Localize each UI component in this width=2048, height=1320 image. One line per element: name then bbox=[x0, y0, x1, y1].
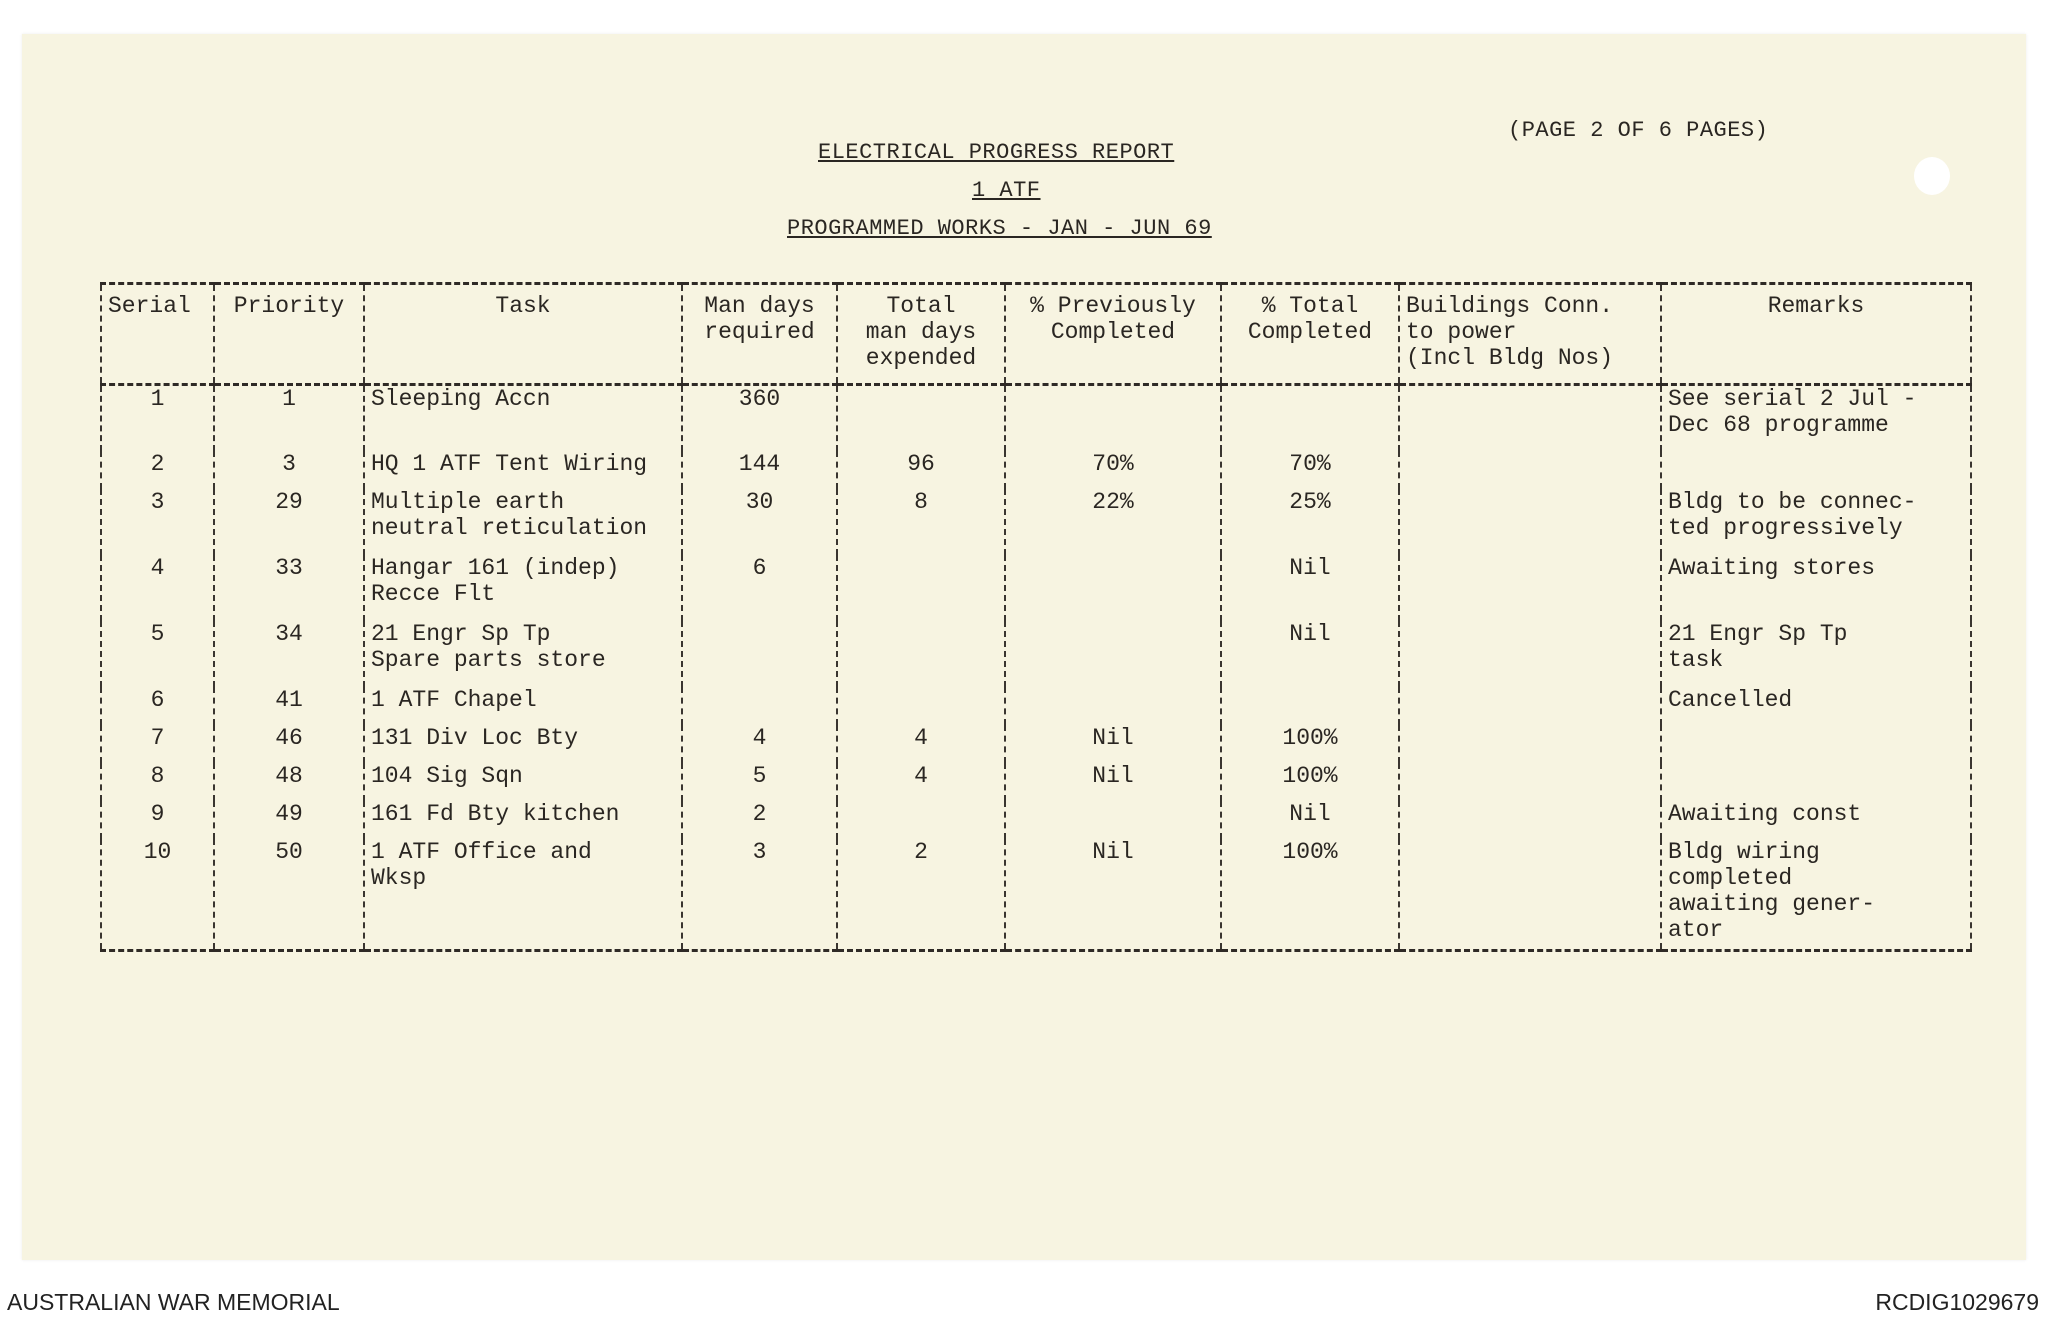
cell-man-days: 360 bbox=[682, 385, 837, 451]
cell-expended: 4 bbox=[837, 725, 1005, 763]
cell-buildings bbox=[1399, 451, 1661, 489]
cell-remarks bbox=[1661, 451, 1971, 489]
column-header-man-days: Man days required bbox=[682, 284, 837, 385]
cell-remarks-line: Awaiting const bbox=[1668, 800, 1862, 827]
cell-serial: 5 bbox=[101, 621, 214, 687]
cell-remarks-line: task bbox=[1668, 646, 1724, 673]
cell-previously-completed bbox=[1005, 801, 1221, 839]
cell-total-completed: Nil bbox=[1221, 555, 1399, 621]
cell-priority: 46 bbox=[214, 725, 364, 763]
cell-priority: 3 bbox=[214, 451, 364, 489]
cell-task-line: 161 Fd Bty kitchen bbox=[371, 800, 620, 827]
cell-buildings bbox=[1399, 489, 1661, 555]
cell-remarks-line: Bldg wiring bbox=[1668, 838, 1820, 865]
cell-previously-completed: Nil bbox=[1005, 839, 1221, 951]
cell-total-completed: 100% bbox=[1221, 725, 1399, 763]
cell-expended bbox=[837, 687, 1005, 725]
cell-previously-completed: Nil bbox=[1005, 763, 1221, 801]
table-row bbox=[101, 763, 1971, 801]
cell-serial: 10 bbox=[101, 839, 214, 951]
cell-man-days bbox=[682, 687, 837, 725]
cell-buildings bbox=[1399, 687, 1661, 725]
cell-remarks bbox=[1661, 763, 1971, 801]
cell-previously-completed bbox=[1005, 621, 1221, 687]
cell-total-completed: 100% bbox=[1221, 763, 1399, 801]
cell-expended bbox=[837, 555, 1005, 621]
cell-remarks bbox=[1661, 839, 1971, 951]
footer-institution: AUSTRALIAN WAR MEMORIAL bbox=[7, 1289, 340, 1315]
cell-previously-completed bbox=[1005, 687, 1221, 725]
cell-remarks-line: Awaiting stores bbox=[1668, 554, 1876, 581]
cell-man-days: 30 bbox=[682, 489, 837, 555]
table-row bbox=[101, 489, 1971, 555]
cell-expended: 4 bbox=[837, 763, 1005, 801]
column-header-total-completed: % Total Completed bbox=[1221, 284, 1399, 385]
punch-hole bbox=[1914, 157, 1950, 195]
cell-remarks-line: Dec 68 programme bbox=[1668, 412, 1889, 438]
cell-task-line: Multiple earth bbox=[371, 488, 565, 515]
cell-total-completed bbox=[1221, 385, 1399, 451]
cell-task bbox=[364, 489, 682, 555]
cell-previously-completed: 70% bbox=[1005, 451, 1221, 489]
column-header-task: Task bbox=[364, 284, 682, 385]
cell-expended: 2 bbox=[837, 839, 1005, 951]
cell-serial: 2 bbox=[101, 451, 214, 489]
table-row bbox=[101, 725, 1971, 763]
report-period: PROGRAMMED WORKS - JAN - JUN 69 bbox=[787, 216, 1212, 241]
cell-task-line: HQ 1 ATF Tent Wiring bbox=[371, 450, 648, 477]
column-header-buildings: Buildings Conn. to power (Incl Bldg Nos) bbox=[1399, 284, 1661, 385]
cell-buildings bbox=[1399, 555, 1661, 621]
cell-man-days: 5 bbox=[682, 763, 837, 801]
cell-task bbox=[364, 621, 682, 687]
cell-task-line: 1 ATF Office and bbox=[371, 838, 592, 865]
table-row bbox=[101, 839, 1971, 951]
cell-remarks bbox=[1661, 621, 1971, 687]
progress-table bbox=[100, 282, 1972, 952]
cell-expended: 8 bbox=[837, 489, 1005, 555]
table-header-row bbox=[101, 284, 1971, 385]
table-row bbox=[101, 555, 1971, 621]
cell-expended bbox=[837, 801, 1005, 839]
cell-remarks-line: See serial 2 Jul - bbox=[1668, 386, 1917, 412]
cell-total-completed bbox=[1221, 687, 1399, 725]
table-row bbox=[101, 385, 1971, 451]
cell-task-line: 104 Sig Sqn bbox=[371, 762, 523, 789]
cell-serial: 3 bbox=[101, 489, 214, 555]
cell-task-line: 21 Engr Sp Tp bbox=[371, 620, 551, 647]
cell-expended: 96 bbox=[837, 451, 1005, 489]
cell-task bbox=[364, 451, 682, 489]
cell-remarks-line: Cancelled bbox=[1668, 686, 1793, 713]
page-indicator: (PAGE 2 OF 6 PAGES) bbox=[1508, 118, 1769, 143]
cell-priority: 41 bbox=[214, 687, 364, 725]
cell-man-days bbox=[682, 621, 837, 687]
cell-total-completed: Nil bbox=[1221, 801, 1399, 839]
cell-priority: 49 bbox=[214, 801, 364, 839]
cell-task-line: Wksp bbox=[371, 864, 427, 891]
footer-identifier: RCDIG1029679 bbox=[1875, 1289, 2039, 1315]
cell-remarks bbox=[1661, 555, 1971, 621]
report-title: ELECTRICAL PROGRESS REPORT bbox=[818, 140, 1175, 165]
cell-task-line: Sleeping Accn bbox=[371, 386, 551, 412]
cell-task-line: Hangar 161 (indep) bbox=[371, 554, 620, 581]
column-header-priority: Priority bbox=[214, 284, 364, 385]
cell-remarks bbox=[1661, 801, 1971, 839]
cell-priority: 33 bbox=[214, 555, 364, 621]
cell-serial: 6 bbox=[101, 687, 214, 725]
cell-remarks bbox=[1661, 385, 1971, 451]
cell-buildings bbox=[1399, 725, 1661, 763]
cell-task bbox=[364, 555, 682, 621]
cell-remarks-line: ator bbox=[1668, 916, 1724, 943]
cell-serial: 7 bbox=[101, 725, 214, 763]
cell-man-days: 4 bbox=[682, 725, 837, 763]
cell-task-line: 1 ATF Chapel bbox=[371, 686, 537, 713]
table-body bbox=[101, 385, 1971, 951]
cell-buildings bbox=[1399, 621, 1661, 687]
cell-priority: 48 bbox=[214, 763, 364, 801]
report-unit: 1 ATF bbox=[972, 178, 1041, 203]
cell-man-days: 6 bbox=[682, 555, 837, 621]
cell-remarks bbox=[1661, 489, 1971, 555]
table-row bbox=[101, 801, 1971, 839]
table-row bbox=[101, 621, 1971, 687]
cell-expended bbox=[837, 385, 1005, 451]
cell-serial: 9 bbox=[101, 801, 214, 839]
cell-task-line: 131 Div Loc Bty bbox=[371, 724, 579, 751]
cell-task-line: Recce Flt bbox=[371, 580, 496, 607]
cell-man-days: 144 bbox=[682, 451, 837, 489]
cell-remarks bbox=[1661, 687, 1971, 725]
table-row bbox=[101, 687, 1971, 725]
cell-previously-completed: 22% bbox=[1005, 489, 1221, 555]
table-row bbox=[101, 451, 1971, 489]
cell-serial: 4 bbox=[101, 555, 214, 621]
cell-priority: 1 bbox=[214, 385, 364, 451]
cell-previously-completed bbox=[1005, 385, 1221, 451]
column-header-remarks: Remarks bbox=[1661, 284, 1971, 385]
cell-remarks-line: 21 Engr Sp Tp bbox=[1668, 620, 1848, 647]
cell-buildings bbox=[1399, 801, 1661, 839]
cell-buildings bbox=[1399, 385, 1661, 451]
cell-serial: 1 bbox=[101, 385, 214, 451]
cell-man-days: 3 bbox=[682, 839, 837, 951]
cell-expended bbox=[837, 621, 1005, 687]
cell-priority: 34 bbox=[214, 621, 364, 687]
cell-task bbox=[364, 801, 682, 839]
cell-task bbox=[364, 385, 682, 451]
cell-total-completed: 25% bbox=[1221, 489, 1399, 555]
cell-task bbox=[364, 687, 682, 725]
column-header-previously-completed: % Previously Completed bbox=[1005, 284, 1221, 385]
cell-remarks bbox=[1661, 725, 1971, 763]
cell-task-line: neutral reticulation bbox=[371, 514, 648, 541]
cell-total-completed: 70% bbox=[1221, 451, 1399, 489]
cell-total-completed: 100% bbox=[1221, 839, 1399, 951]
cell-remarks-line: awaiting gener- bbox=[1668, 890, 1876, 917]
cell-previously-completed bbox=[1005, 555, 1221, 621]
cell-buildings bbox=[1399, 763, 1661, 801]
cell-task bbox=[364, 839, 682, 951]
column-header-expended: Total man days expended bbox=[837, 284, 1005, 385]
cell-task bbox=[364, 725, 682, 763]
cell-priority: 29 bbox=[214, 489, 364, 555]
cell-buildings bbox=[1399, 839, 1661, 951]
cell-remarks-line: Bldg to be connec- bbox=[1668, 488, 1917, 515]
cell-priority: 50 bbox=[214, 839, 364, 951]
cell-serial: 8 bbox=[101, 763, 214, 801]
column-header-serial: Serial bbox=[101, 284, 214, 385]
cell-remarks-line: completed bbox=[1668, 864, 1793, 891]
cell-total-completed: Nil bbox=[1221, 621, 1399, 687]
cell-task-line: Spare parts store bbox=[371, 646, 606, 673]
cell-task bbox=[364, 763, 682, 801]
cell-man-days: 2 bbox=[682, 801, 837, 839]
cell-remarks-line: ted progressively bbox=[1668, 514, 1903, 541]
cell-previously-completed: Nil bbox=[1005, 725, 1221, 763]
